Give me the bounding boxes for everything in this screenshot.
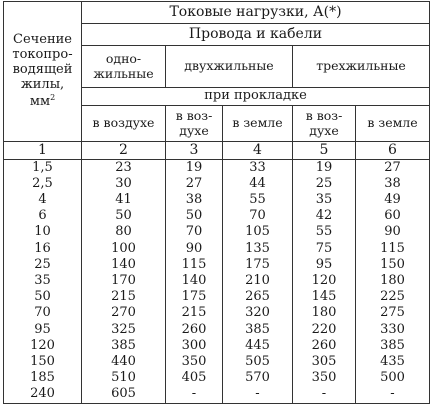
current-load-cell: 175: [223, 257, 293, 273]
current-load-table: [3, 1, 430, 404]
current-load-cell: 605: [82, 387, 166, 404]
current-load-cell: 570: [223, 370, 293, 386]
table-row: [4, 225, 430, 241]
current-loads-header: Токовые нагрузки, А(*): [82, 2, 430, 24]
current-load-cell: 320: [223, 306, 293, 322]
current-load-cell: 75: [293, 241, 356, 257]
current-load-cell: 23: [82, 160, 166, 177]
current-load-cell: 140: [82, 257, 166, 273]
current-load-cell: 385: [223, 322, 293, 338]
current-load-cell: 135: [223, 241, 293, 257]
current-load-cell: 38: [356, 176, 430, 192]
current-load-cell: -: [356, 387, 430, 404]
current-load-cell: 105: [223, 225, 293, 241]
current-load-cell: 50: [82, 209, 166, 225]
column-number: 1: [4, 142, 82, 160]
current-load-cell: 435: [356, 354, 430, 370]
current-load-cell: 19: [293, 160, 356, 177]
cross-section-cell: 4: [4, 192, 82, 208]
column-number: 3: [166, 142, 223, 160]
current-load-cell: 33: [223, 160, 293, 177]
current-load-cell: -: [223, 387, 293, 404]
current-load-cell: 275: [356, 306, 430, 322]
current-load-cell: 70: [223, 209, 293, 225]
current-load-cell: 19: [166, 160, 223, 177]
current-load-cell: 260: [293, 338, 356, 354]
cross-section-cell: 95: [4, 322, 82, 338]
table-row: [4, 176, 430, 192]
current-load-cell: 55: [293, 225, 356, 241]
in-air-header-3: в воз- духе: [293, 106, 356, 142]
table-row: [4, 354, 430, 370]
current-load-cell: 350: [166, 354, 223, 370]
table-row: [4, 306, 430, 322]
current-load-cell: 350: [293, 370, 356, 386]
wires-and-cables-header: Провода и кабели: [82, 24, 430, 46]
column-number: 6: [356, 142, 430, 160]
cross-section-cell: 1,5: [4, 160, 82, 177]
current-load-cell: 270: [82, 306, 166, 322]
current-load-cell: 100: [82, 241, 166, 257]
current-load-cell: 170: [82, 273, 166, 289]
current-load-cell: 330: [356, 322, 430, 338]
cross-section-cell: 185: [4, 370, 82, 386]
in-air-header-2: в воз- духе: [166, 106, 223, 142]
current-load-cell: 215: [166, 306, 223, 322]
column-number: 5: [293, 142, 356, 160]
cross-section-cell: 150: [4, 354, 82, 370]
current-load-cell: 42: [293, 209, 356, 225]
current-load-cell: 325: [82, 322, 166, 338]
current-load-cell: 385: [82, 338, 166, 354]
table-row: [4, 209, 430, 225]
current-load-cell: 145: [293, 290, 356, 306]
in-air-header-1: в воздухе: [82, 106, 166, 142]
table-row: [4, 290, 430, 306]
current-load-cell: 505: [223, 354, 293, 370]
current-load-cell: 305: [293, 354, 356, 370]
cross-section-cell: 50: [4, 290, 82, 306]
current-load-cell: 27: [166, 176, 223, 192]
current-load-cell: 385: [356, 338, 430, 354]
in-ground-header-2: в земле: [223, 106, 293, 142]
current-load-cell: 210: [223, 273, 293, 289]
current-load-cell: 115: [356, 241, 430, 257]
table-row: [4, 160, 430, 177]
table-row: [4, 370, 430, 386]
current-load-cell: 175: [166, 290, 223, 306]
section-column-header: Сечение токопро- водящей жилы, $мм^2$: [4, 2, 82, 142]
current-load-cell: 445: [223, 338, 293, 354]
current-load-cell: 80: [82, 225, 166, 241]
current-load-cell: 50: [166, 209, 223, 225]
cross-section-cell: 25: [4, 257, 82, 273]
cross-section-cell: 35: [4, 273, 82, 289]
current-load-cell: 90: [356, 225, 430, 241]
cross-section-cell: 10: [4, 225, 82, 241]
current-load-cell: 25: [293, 176, 356, 192]
current-load-cell: 500: [356, 370, 430, 386]
cross-section-cell: 240: [4, 387, 82, 404]
current-load-cell: 265: [223, 290, 293, 306]
current-load-cell: 35: [293, 192, 356, 208]
current-load-cell: 405: [166, 370, 223, 386]
current-load-cell: 150: [356, 257, 430, 273]
table-header: [4, 2, 430, 160]
current-load-cell: 120: [293, 273, 356, 289]
current-load-cell: 41: [82, 192, 166, 208]
table-row: [4, 257, 430, 273]
cross-section-cell: 2,5: [4, 176, 82, 192]
current-load-cell: -: [166, 387, 223, 404]
column-number: 4: [223, 142, 293, 160]
current-load-cell: 140: [166, 273, 223, 289]
in-ground-header-3: в земле: [356, 106, 430, 142]
table-row: [4, 338, 430, 354]
current-load-cell: -: [293, 387, 356, 404]
current-load-cell: 90: [166, 241, 223, 257]
laying-header: при прокладке: [82, 88, 430, 106]
table-row: [4, 322, 430, 338]
current-load-cell: 225: [356, 290, 430, 306]
current-load-cell: 60: [356, 209, 430, 225]
current-load-cell: 180: [293, 306, 356, 322]
cross-section-cell: 16: [4, 241, 82, 257]
three-core-header: трехжильные: [293, 46, 430, 88]
table-row: [4, 192, 430, 208]
table-row: [4, 387, 430, 404]
current-load-cell: 55: [223, 192, 293, 208]
current-load-cell: 95: [293, 257, 356, 273]
cross-section-cell: 6: [4, 209, 82, 225]
column-number: 2: [82, 142, 166, 160]
current-load-cell: 260: [166, 322, 223, 338]
current-load-cell: 70: [166, 225, 223, 241]
current-load-cell: 30: [82, 176, 166, 192]
current-load-cell: 115: [166, 257, 223, 273]
cross-section-cell: 70: [4, 306, 82, 322]
current-load-cell: 510: [82, 370, 166, 386]
current-load-cell: 215: [82, 290, 166, 306]
table-row: [4, 273, 430, 289]
current-load-cell: 49: [356, 192, 430, 208]
current-load-cell: 440: [82, 354, 166, 370]
current-load-cell: 300: [166, 338, 223, 354]
table-body: [4, 160, 430, 404]
current-load-cell: 38: [166, 192, 223, 208]
single-core-header: одно- жильные: [82, 46, 166, 88]
current-load-cell: 44: [223, 176, 293, 192]
current-load-cell: 180: [356, 273, 430, 289]
cross-section-cell: 120: [4, 338, 82, 354]
current-load-cell: 220: [293, 322, 356, 338]
current-load-cell: 27: [356, 160, 430, 177]
table-row: [4, 241, 430, 257]
two-core-header: двухжильные: [166, 46, 293, 88]
